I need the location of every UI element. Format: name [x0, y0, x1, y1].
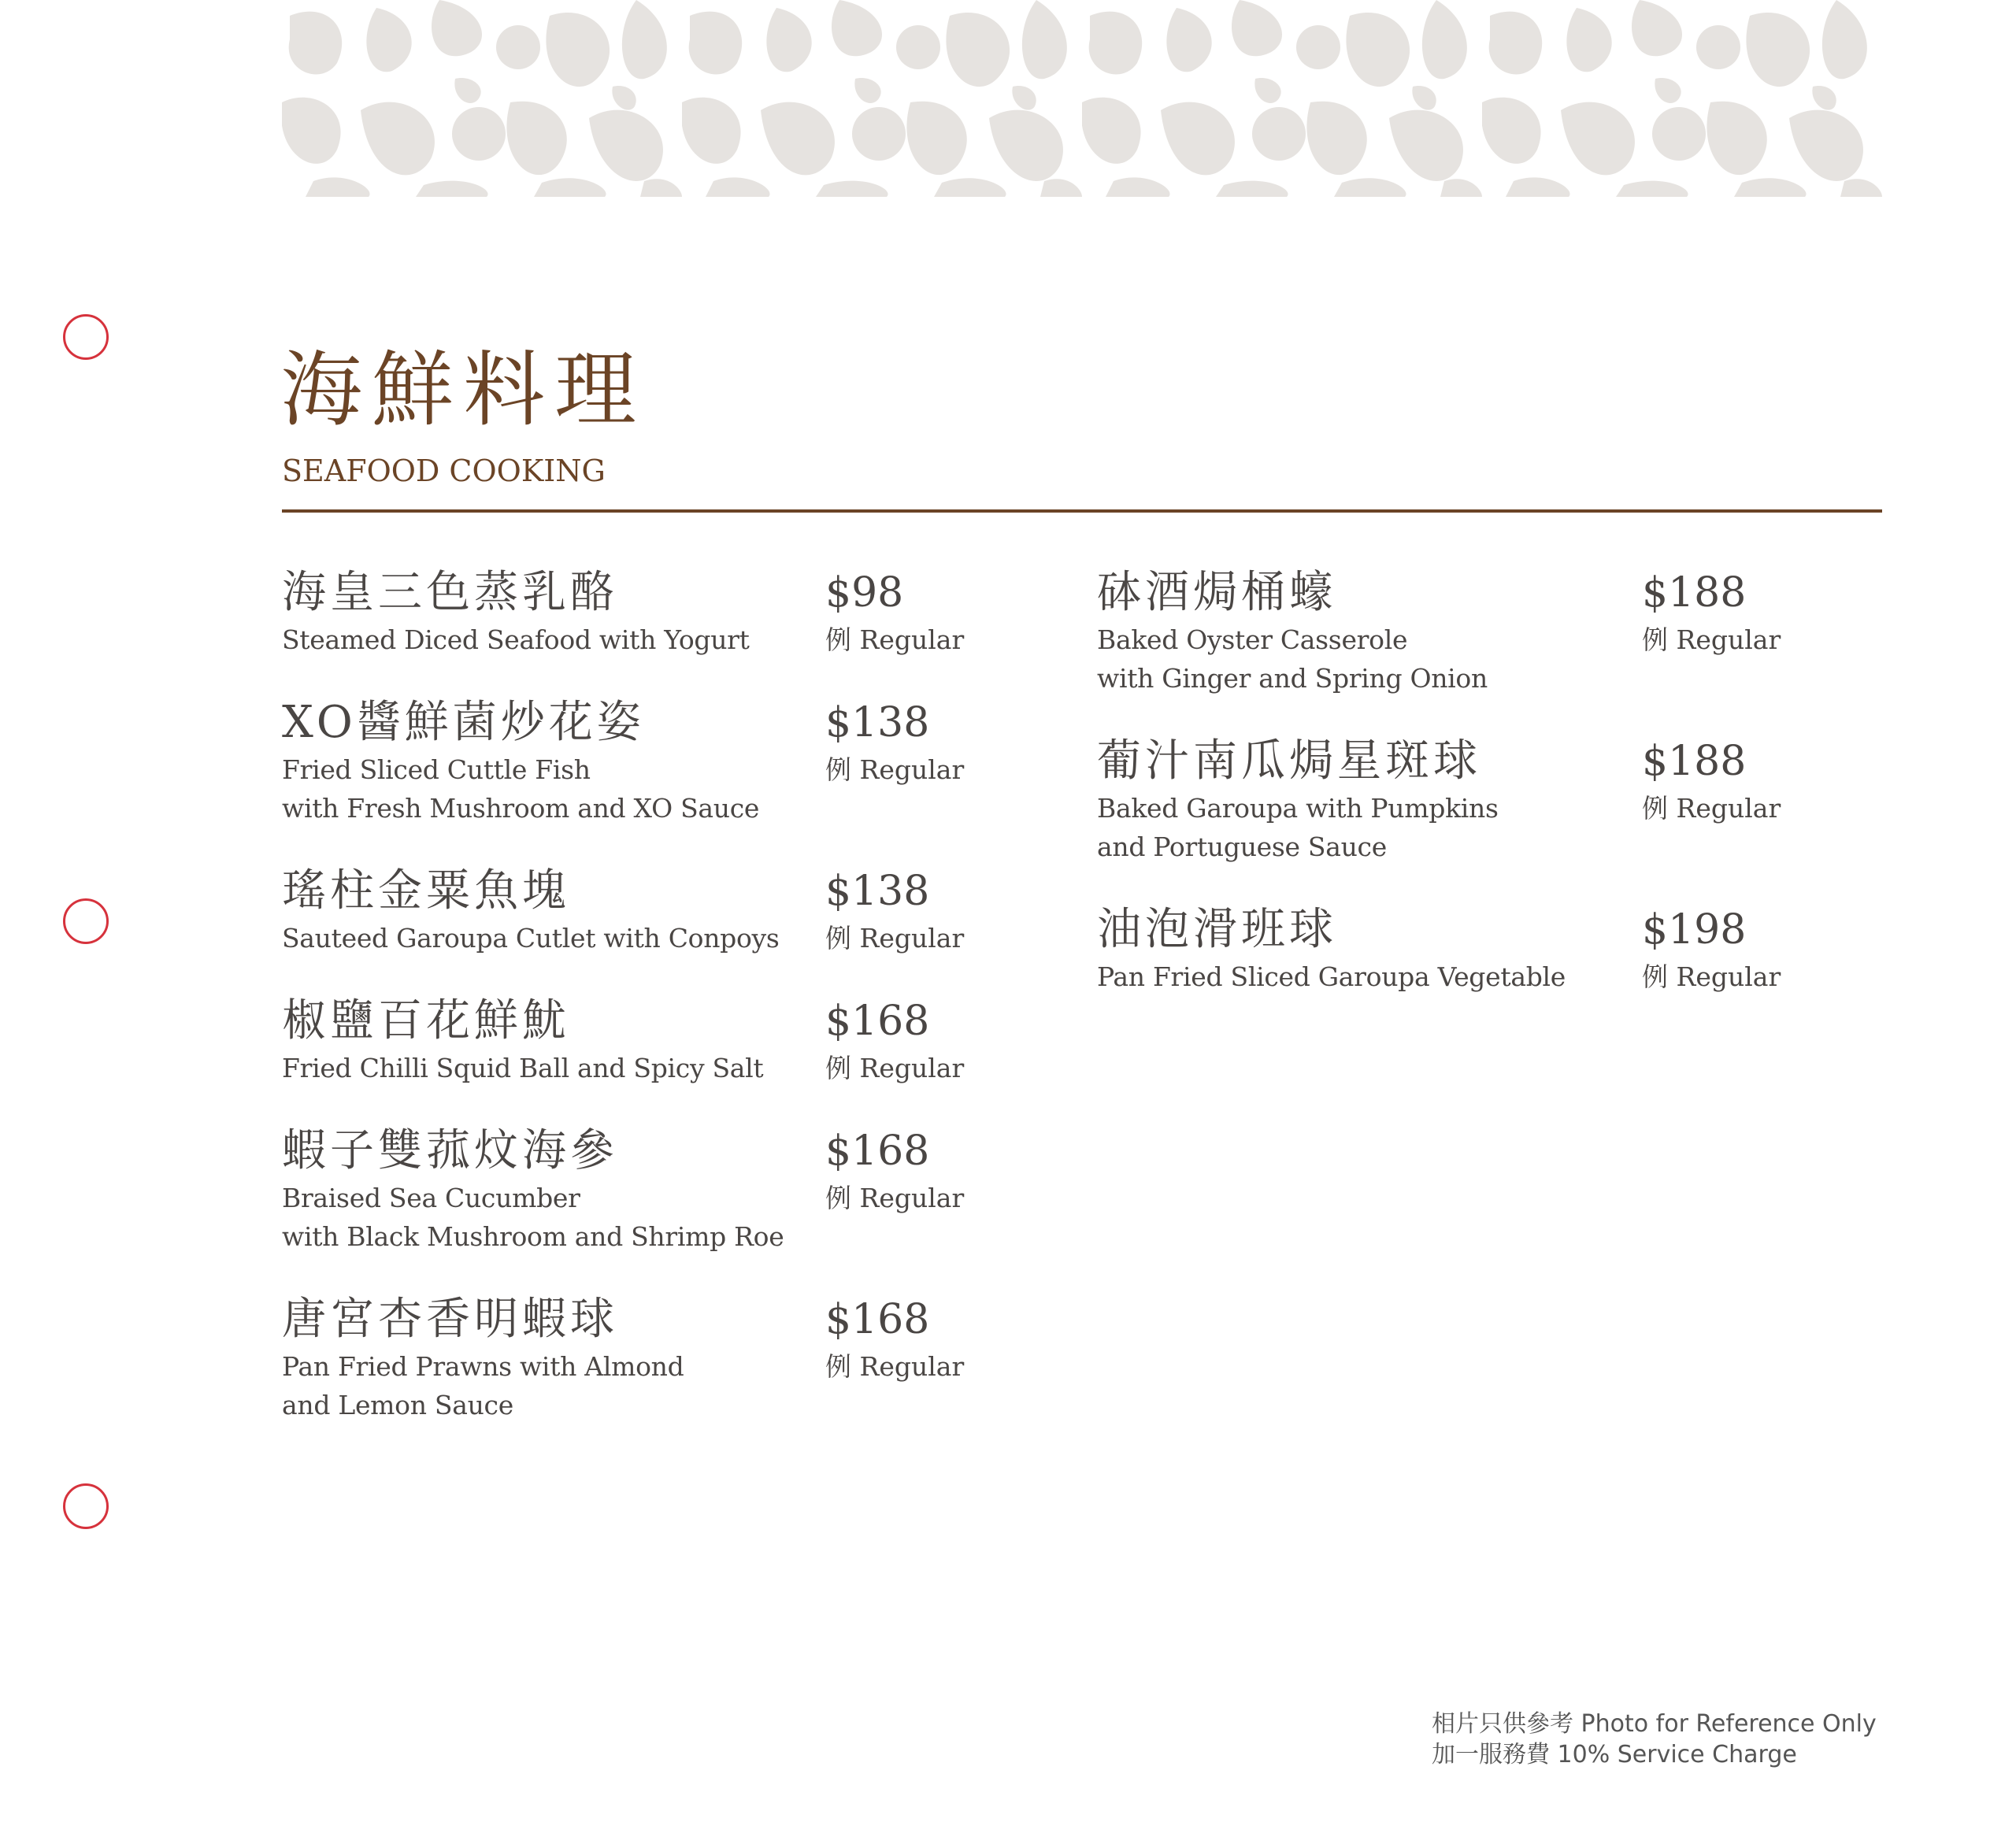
- item-price-block: [825, 565, 964, 659]
- menu-column-right: [1097, 565, 1882, 1032]
- item-name-english: with Ginger and Spring Onion: [1097, 663, 1488, 694]
- section-title-english: SEAFOOD COOKING: [282, 454, 606, 488]
- item-price-block: [825, 994, 964, 1087]
- item-portion: 例 Regular: [825, 624, 965, 655]
- item-portion: 例 Regular: [825, 1351, 965, 1382]
- item-price: $198: [1642, 906, 1747, 954]
- service-charge-note: 加一服務費 10% Service Charge: [1432, 1741, 1797, 1768]
- item-name-chinese: 蝦子雙菰炆海參: [282, 1125, 618, 1176]
- item-price: $188: [1642, 569, 1747, 617]
- menu-item: [282, 994, 1069, 1087]
- photo-reference-note: 相片只供參考 Photo for Reference Only: [1432, 1710, 1877, 1738]
- item-name-english: Sauteed Garoupa Cutlet with Conpoys: [282, 923, 780, 954]
- item-name-english: Fried Sliced Cuttle Fish: [282, 754, 591, 785]
- item-name-chinese: 油泡滑班球: [1097, 904, 1337, 955]
- item-portion: 例 Regular: [1642, 961, 1781, 992]
- item-price: $98: [825, 569, 904, 617]
- item-name-english: Steamed Diced Seafood with Yogurt: [282, 624, 750, 655]
- item-name-chinese: 椒鹽百花鮮魷: [282, 995, 570, 1046]
- item-name-chinese: 海皇三色蒸乳酪: [282, 567, 618, 618]
- item-portion: 例 Regular: [825, 1183, 965, 1213]
- item-portion: 例 Regular: [1642, 793, 1781, 824]
- item-price-block: [825, 864, 964, 957]
- menu-column-left: [282, 565, 1069, 1461]
- item-price-block: [825, 1292, 964, 1386]
- item-price: $168: [825, 1128, 930, 1175]
- menu-item: [1097, 902, 1882, 996]
- item-name-english: with Black Mushroom and Shrimp Roe: [282, 1221, 784, 1252]
- item-portion: 例 Regular: [825, 923, 965, 954]
- binder-hole-icon: [63, 898, 109, 944]
- item-name-english: Baked Garoupa with Pumpkins: [1097, 793, 1499, 824]
- item-portion: 例 Regular: [825, 1053, 965, 1083]
- menu-item: [282, 1124, 1069, 1256]
- item-price: $188: [1642, 738, 1747, 785]
- item-price-block: [1642, 734, 1781, 828]
- menu-item: [282, 864, 1069, 957]
- item-name-chinese: XO醬鮮菌炒花姿: [282, 697, 645, 748]
- item-price-block: [825, 695, 964, 789]
- item-name-chinese: 砵酒焗桶蠔: [1097, 567, 1337, 618]
- decorative-pattern-banner: [282, 0, 1882, 197]
- item-price: $168: [825, 998, 930, 1045]
- item-name-english: Baked Oyster Casserole: [1097, 624, 1408, 655]
- item-price-block: [825, 1124, 964, 1217]
- floral-pattern-icon: [282, 0, 1882, 197]
- binder-hole-icon: [63, 1483, 109, 1529]
- menu-item: [282, 1292, 1069, 1424]
- menu-item: [282, 695, 1069, 828]
- item-price: $168: [825, 1296, 930, 1343]
- binder-hole-icon: [63, 314, 109, 360]
- menu-item: [282, 565, 1069, 659]
- item-price: $138: [825, 699, 930, 746]
- item-name-english: and Lemon Sauce: [282, 1390, 513, 1420]
- item-portion: 例 Regular: [825, 754, 965, 785]
- menu-item: [1097, 565, 1882, 698]
- item-name-chinese: 瑤柱金粟魚塊: [282, 865, 570, 917]
- item-name-english: Pan Fried Sliced Garoupa Vegetable: [1097, 961, 1566, 992]
- item-name-english: Pan Fried Prawns with Almond: [282, 1351, 684, 1382]
- item-name-english: Braised Sea Cucumber: [282, 1183, 580, 1213]
- item-name-english: with Fresh Mushroom and XO Sauce: [282, 793, 760, 824]
- item-name-english: and Portuguese Sauce: [1097, 831, 1387, 862]
- menu-item: [1097, 734, 1882, 866]
- item-name-english: Fried Chilli Squid Ball and Spicy Salt: [282, 1053, 764, 1083]
- footer-notes: [1432, 1709, 1882, 1770]
- item-portion: 例 Regular: [1642, 624, 1781, 655]
- item-price: $138: [825, 868, 930, 915]
- item-price-block: [1642, 902, 1781, 996]
- item-price-block: [1642, 565, 1781, 659]
- section-divider: [282, 509, 1882, 513]
- section-title-chinese: 海鮮料理: [280, 342, 647, 438]
- item-name-chinese: 葡汁南瓜焗星斑球: [1097, 735, 1481, 787]
- item-name-chinese: 唐宮杏香明蝦球: [282, 1294, 618, 1345]
